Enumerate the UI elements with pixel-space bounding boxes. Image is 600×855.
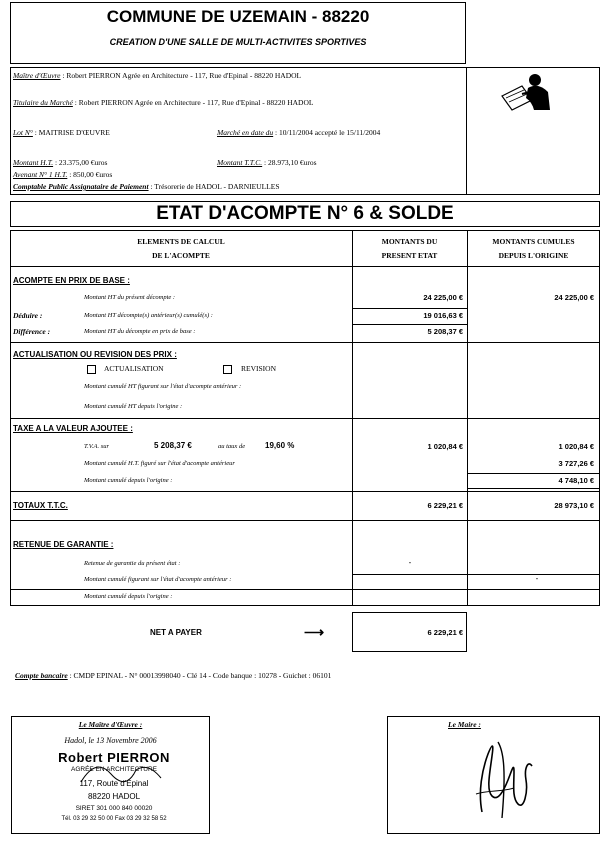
comptable-value: : Trésorerie de HADOL - DARNIEULLES	[150, 182, 280, 191]
document-title: ETAT D'ACOMPTE N° 6 & SOLDE	[156, 203, 454, 224]
col-elements-header-2: DE L'ACOMPTE	[152, 251, 210, 260]
titulaire-value: : Robert PIERRON Agrée en Architecture - 117, Rue d'Epinal - 88220 HADOL	[74, 98, 314, 107]
taxe-heading: TAXE A LA VALEUR AJOUTEE :	[13, 424, 133, 433]
retenue-line2: Montant cumulé figurant sur l'état d'acompte antérieur :	[84, 576, 232, 583]
actualisation-option-label: ACTUALISATION	[104, 364, 164, 373]
retenue-line1: Retenue de garantie du présent état :	[84, 560, 181, 567]
marche-row	[217, 129, 380, 137]
comptable-row	[13, 183, 280, 191]
difference-label: Différence :	[13, 327, 51, 336]
tva-cumule: 1 020,84 €	[558, 442, 594, 451]
maitre-oeuvre-row	[13, 72, 301, 80]
acompte-line2-present: 19 016,63 €	[423, 311, 463, 320]
stamp-name: Robert PIERRON	[58, 750, 170, 765]
totaux-cumule: 28 973,10 €	[554, 501, 594, 510]
deduire-label: Déduire :	[13, 311, 43, 320]
signature-left-place-date: Hadol, le 13 Novembre 2006	[64, 736, 157, 745]
montant-ht-value: : 23.375,00 €uros	[54, 158, 108, 167]
acompte-line2: Montant HT décompte(s) antérieur(s) cumulé(s) :	[84, 312, 213, 319]
actualisation-heading: ACTUALISATION OU REVISION DES PRIX :	[13, 350, 177, 359]
retenue-heading: RETENUE DE GARANTIE :	[13, 540, 114, 549]
lot-value: : MAITRISE D'ŒUVRE	[34, 128, 110, 137]
signature-left-title: Le Maître d'Œuvre :	[78, 720, 143, 729]
col-present-header-2: PRESENT ETAT	[381, 251, 438, 260]
lot-row	[13, 129, 110, 137]
revision-option-label: REVISION	[241, 364, 276, 373]
col-present-header-1: MONTANTS DU	[381, 237, 438, 246]
acompte-line1-cumule: 24 225,00 €	[554, 293, 594, 302]
stamp-line3: 88220 HADOL	[87, 792, 141, 801]
net-label: NET A PAYER	[150, 628, 202, 637]
acompte-line3: Montant HT du décompte en prix de base :	[84, 328, 196, 335]
col-cumule-header-2: DEPUIS L'ORIGINE	[498, 251, 569, 260]
maitre-oeuvre-value: : Robert PIERRON Agrée en Architecture - 117, Rue d'Epinal - 88220 HADOL	[62, 71, 302, 80]
tva-present: 1 020,84 €	[427, 442, 463, 451]
retenue-line3: Montant cumulé depuis l'origine :	[84, 593, 173, 600]
avenant-row	[13, 171, 112, 179]
tva-taux: 19,60 %	[265, 441, 295, 450]
acompte-heading: ACOMPTE EN PRIX DE BASE :	[13, 276, 130, 285]
net-value: 6 229,21 €	[427, 628, 463, 637]
montant-ttc-value: : 28.973,10 €uros	[264, 158, 317, 167]
marche-label: Marché en date du	[217, 128, 274, 137]
signature-scribble-icon	[76, 752, 166, 792]
signature-right-title: Le Maire :	[448, 720, 481, 729]
stamp-line5: Tél. 03 29 32 50 00 Fax 03 29 32 58 52	[61, 816, 167, 822]
montant-ht-label: Montant H.T.	[13, 158, 54, 167]
taxe-line3-cumule: 4 748,10 €	[558, 476, 594, 485]
tva-label: T.V.A. sur	[84, 443, 110, 450]
comptable-label: Comptable Public Assignataire de Paiement	[13, 182, 149, 191]
tva-base: 5 208,37 €	[154, 441, 192, 450]
montant-ht-row	[13, 159, 107, 167]
col-elements-header-1: ELEMENTS DE CALCUL	[137, 237, 225, 246]
taxe-line2: Montant cumulé H.T. figuré sur l'état d'acompte antérieur	[84, 460, 235, 467]
col-cumule-header-1: MONTANTS CUMULES	[492, 237, 575, 246]
lot-label: Lot N°	[13, 128, 33, 137]
totaux-label: TOTAUX T.T.C.	[13, 501, 68, 510]
actualisation-checkbox[interactable]	[87, 365, 96, 374]
montant-ttc-label: Montant T.T.C.	[217, 158, 263, 167]
montant-ttc-row	[217, 159, 317, 167]
net-arrow-icon: ⟶	[304, 624, 325, 640]
taxe-line2-cumule: 3 727,26 €	[558, 459, 594, 468]
project-title: CREATION D'UNE SALLE DE MULTI-ACTIVITES SPORTIVES	[109, 37, 367, 47]
titulaire-label: Titulaire du Marché	[13, 98, 73, 107]
maitre-oeuvre-label: Maître d'Œuvre	[13, 71, 61, 80]
retenue-line1-present: -	[408, 558, 412, 567]
mayor-signature-icon	[468, 732, 548, 822]
stamp-line2: 117, Route d'Epinal	[79, 779, 149, 788]
avenant-label: Avenant N° 1 H.T.	[13, 170, 68, 179]
acompte-line1-present: 24 225,00 €	[423, 293, 463, 302]
acompte-line3-present: 5 208,37 €	[427, 327, 463, 336]
taxe-line3: Montant cumulé depuis l'origine :	[84, 477, 173, 484]
bank-row	[15, 672, 331, 680]
avenant-value: : 850,00 €uros	[69, 170, 113, 179]
actualisation-line1: Montant cumulé HT figurant sur l'état d'acompte antérieur :	[84, 383, 242, 390]
architect-clipart-icon	[498, 72, 554, 114]
bank-label: Compte bancaire	[15, 671, 68, 680]
titulaire-row	[13, 99, 313, 107]
revision-checkbox[interactable]	[223, 365, 232, 374]
marche-value: : 10/11/2004 accepté le 15/11/2004	[275, 128, 381, 137]
tva-taux-label: au taux de	[218, 443, 246, 450]
totaux-present: 6 229,21 €	[427, 501, 463, 510]
stamp-line1: AGRÉE EN ARCHITECTURE	[71, 766, 157, 773]
commune-title: COMMUNE DE UZEMAIN - 88220	[106, 7, 370, 26]
retenue-line2-cumule: -	[535, 574, 539, 583]
stamp-line4: SIRET 301 000 840 00020	[75, 805, 153, 812]
acompte-line1: Montant HT du présent décompte :	[84, 294, 176, 301]
bank-value: : CMDP EPINAL - N° 00013998040 - Clé 14 - Code banque : 10278 - Guichet : 06101	[69, 671, 332, 680]
actualisation-line2: Montant cumulé HT depuis l'origine :	[84, 403, 183, 410]
